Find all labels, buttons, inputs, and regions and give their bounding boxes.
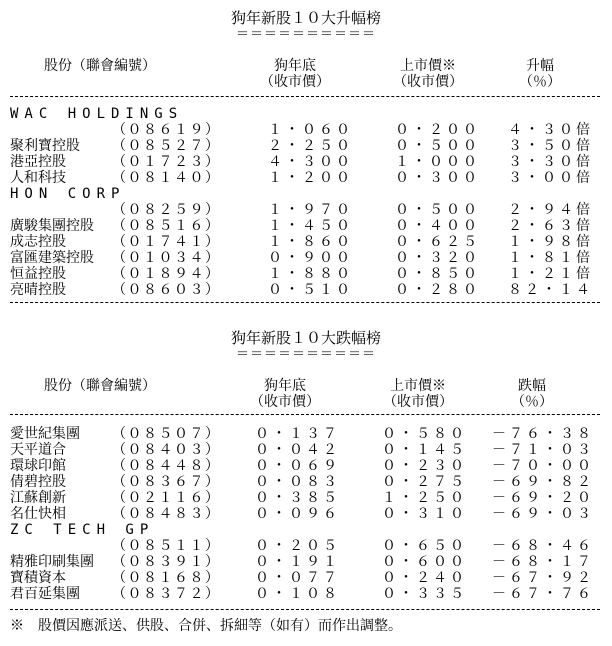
table-row	[0, 154, 612, 170]
stock-name: 環球印館	[10, 458, 66, 474]
stock-code: （０８６０３）	[112, 282, 221, 298]
table-row	[0, 474, 612, 490]
stock-name: 君百延集團	[10, 586, 80, 602]
stock-code: （０８５０７）	[112, 426, 221, 442]
losers-title: 狗年新股１０大跌幅榜	[230, 329, 381, 347]
listing-price: ０・３００	[395, 170, 480, 186]
listing-price: ０・２８０	[395, 282, 480, 298]
listing-price: ０・６２５	[395, 234, 480, 250]
close-price: ０・０７７	[255, 570, 340, 586]
table-row	[0, 554, 612, 570]
listing-price: ０・２００	[395, 122, 480, 138]
price-change: －７６・３８	[492, 426, 594, 442]
losers-bottom-rule	[10, 609, 600, 610]
table-row	[0, 234, 612, 250]
listing-price: ０・５００	[395, 202, 480, 218]
table-row	[0, 490, 612, 506]
stock-code: （０８４０３）	[112, 442, 221, 458]
table-row	[0, 202, 612, 218]
price-change: －６８・４６	[492, 538, 594, 554]
close-price: ０・０９６	[255, 506, 340, 522]
stock-code: （０２１１６）	[112, 490, 221, 506]
losers-header-change: 跌幅	[518, 378, 546, 394]
stock-code: （０８３９１）	[112, 554, 221, 570]
stock-name: 江蘇創新	[10, 490, 66, 506]
footnote: ※ 股價因應派送、供股、合併、拆細等（如有）而作出調整。	[10, 618, 402, 634]
gainers-header-close-sub: （收市價）	[260, 74, 330, 90]
listing-price: １・２５０	[382, 490, 467, 506]
stock-code: （０８５２７）	[112, 138, 221, 154]
price-change: ３・３０倍	[508, 154, 593, 170]
listing-price: ０・４００	[395, 218, 480, 234]
table-row	[0, 282, 612, 298]
close-price: ０・１９１	[255, 554, 340, 570]
close-price: １・２００	[268, 170, 353, 186]
stock-name: 成志控股	[10, 234, 66, 250]
price-change: １・９８倍	[508, 234, 593, 250]
stock-code: （０８１４０）	[112, 170, 221, 186]
close-price: ０・０８３	[255, 474, 340, 490]
close-price: １・４５０	[268, 218, 353, 234]
gainers-title: 狗年新股１０大升幅榜	[230, 9, 381, 27]
stock-name: 亮晴控股	[10, 282, 66, 298]
stock-code: （０８６１９）	[112, 122, 221, 138]
losers-header-stock: 股份（聯會編號）	[44, 378, 156, 394]
table-row	[0, 586, 612, 602]
stock-name: ZC TECH GP	[10, 522, 155, 538]
close-price: ０・０４２	[255, 442, 340, 458]
stock-code: （０８４８３）	[112, 506, 221, 522]
stock-code: （０１７４１）	[112, 234, 221, 250]
stock-name: HON CORP	[10, 186, 126, 202]
table-row	[0, 570, 612, 586]
table-row	[0, 506, 612, 522]
stock-name: 寶積資本	[10, 570, 66, 586]
table-row	[0, 426, 612, 442]
gainers-title-underline: ＝＝＝＝＝＝＝＝＝＝	[235, 27, 376, 42]
table-row	[0, 122, 612, 138]
stock-code: （０８４４８）	[112, 458, 221, 474]
table-row	[0, 458, 612, 474]
close-price: ０・２０５	[255, 538, 340, 554]
close-price: ２・２５０	[268, 138, 353, 154]
close-price: １・０６０	[268, 122, 353, 138]
stock-name: 恒益控股	[10, 266, 66, 282]
price-change: ３・５０倍	[508, 138, 593, 154]
table-row	[0, 250, 612, 266]
table-row	[0, 106, 612, 122]
losers-header-close-sub: （收市價）	[250, 394, 320, 410]
listing-price: ０・２７５	[382, 474, 467, 490]
price-change: －６７・９２	[492, 570, 594, 586]
table-row	[0, 522, 612, 538]
stock-name: 精雅印刷集團	[10, 554, 94, 570]
price-change: －６８・１７	[492, 554, 594, 570]
gainers-header-change: 升幅	[526, 58, 554, 74]
close-price: ０・１０８	[255, 586, 340, 602]
gainers-header-stock: 股份（聯會編號）	[44, 58, 156, 74]
close-price: １・８６０	[268, 234, 353, 250]
listing-price: ０・３２０	[395, 250, 480, 266]
stock-code: （０８５１１）	[112, 538, 221, 554]
listing-price: ０・５８０	[382, 426, 467, 442]
listing-price: １・０００	[395, 154, 480, 170]
losers-header-close: 狗年底	[264, 378, 306, 394]
price-change: －６９・８２	[492, 474, 594, 490]
gainers-header-listing-sub: （收市價）	[393, 74, 463, 90]
gainers-header-close: 狗年底	[274, 58, 316, 74]
price-change: －６７・７６	[492, 586, 594, 602]
gainers-bottom-rule	[10, 302, 600, 303]
price-change: １・８１倍	[508, 250, 593, 266]
price-change: ２・６３倍	[508, 218, 593, 234]
close-price: １・８８０	[268, 266, 353, 282]
table-row	[0, 218, 612, 234]
stock-code: （０８３７２）	[112, 586, 221, 602]
close-price: ０・５１０	[268, 282, 353, 298]
gainers-header-listing: 上市價※	[400, 58, 456, 74]
losers-header-listing-sub: （收市價）	[383, 394, 453, 410]
stock-code: （０８１６８）	[112, 570, 221, 586]
listing-price: ０・８５０	[395, 266, 480, 282]
close-price: １・９７０	[268, 202, 353, 218]
table-row	[0, 266, 612, 282]
stock-code: （０１０３４）	[112, 250, 221, 266]
listing-price: ０・５００	[395, 138, 480, 154]
close-price: ０・９００	[268, 250, 353, 266]
price-change: ２・９４倍	[508, 202, 593, 218]
stock-name: 倩碧控股	[10, 474, 66, 490]
stock-name: 人和科技	[10, 170, 66, 186]
table-row	[0, 138, 612, 154]
stock-name: WAC HOLDINGS	[10, 106, 184, 122]
listing-price: ０・２４０	[382, 570, 467, 586]
price-change: －６９・０３	[492, 506, 594, 522]
stock-code: （０１８９４）	[112, 266, 221, 282]
losers-header-listing: 上市價※	[390, 378, 446, 394]
close-price: ０・３８５	[255, 490, 340, 506]
losers-header-change-sub: （％）	[511, 394, 553, 410]
stock-name: 聚利寶控股	[10, 138, 80, 154]
listing-price: ０・２３０	[382, 458, 467, 474]
losers-top-rule	[10, 414, 600, 415]
listing-price: ０・３１０	[382, 506, 467, 522]
listing-price: ０・１４５	[382, 442, 467, 458]
gainers-header-change-sub: （％）	[519, 74, 561, 90]
stock-name: 港亞控股	[10, 154, 66, 170]
price-change: ８２・１４	[508, 282, 593, 298]
price-change: １・２１倍	[508, 266, 593, 282]
stock-name: 天平道合	[10, 442, 66, 458]
listing-price: ０・６５０	[382, 538, 467, 554]
stock-name: 廣駿集團控股	[10, 218, 94, 234]
table-row	[0, 170, 612, 186]
stock-code: （０１７２３）	[112, 154, 221, 170]
stock-code: （０８５１６）	[112, 218, 221, 234]
gainers-top-rule	[10, 96, 600, 97]
stock-name: 富匯建築控股	[10, 250, 94, 266]
price-change: －７０・００	[492, 458, 594, 474]
price-change: －７１・０３	[492, 442, 594, 458]
stock-name: 名仕快相	[10, 506, 66, 522]
table-row	[0, 442, 612, 458]
losers-title-underline: ＝＝＝＝＝＝＝＝＝＝	[235, 347, 376, 362]
close-price: ０・１３７	[255, 426, 340, 442]
listing-price: ０・３３５	[382, 586, 467, 602]
price-change: －６９・２０	[492, 490, 594, 506]
stock-code: （０８２５９）	[112, 202, 221, 218]
table-row	[0, 186, 612, 202]
price-change: ３・００倍	[508, 170, 593, 186]
listing-price: ０・６００	[382, 554, 467, 570]
stock-name: 愛世紀集團	[10, 426, 80, 442]
close-price: ０・０６９	[255, 458, 340, 474]
close-price: ４・３００	[268, 154, 353, 170]
table-row	[0, 538, 612, 554]
stock-code: （０８３６７）	[112, 474, 221, 490]
price-change: ４・３０倍	[508, 122, 593, 138]
